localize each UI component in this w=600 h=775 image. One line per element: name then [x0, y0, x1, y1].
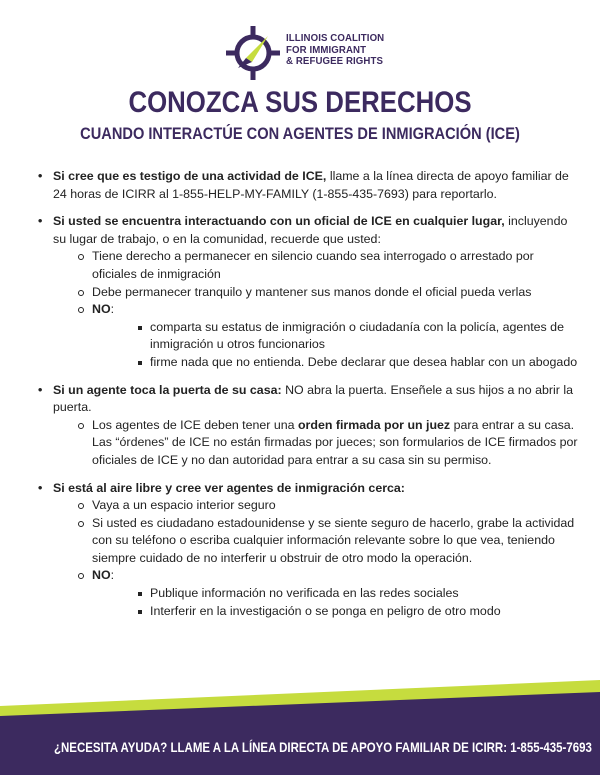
footer-band [0, 680, 600, 775]
list-item: Si usted es ciudadano estadounidense y se siente seguro de hacerlo, grabe la actividad con su teléfono o escriba cualquier información relevante sobre lo que vea, teniendo siempre cuidado de no interferir u obstruir de otro modo la operación. [53, 515, 578, 568]
rights-list [38, 168, 578, 630]
list-item: Interferir en la investigación o se ponga en peligro de otro modo [92, 603, 578, 621]
section-lead: Si cree que es testigo de una actividad de ICE, [53, 169, 327, 183]
logo-line: & REFUGEE RIGHTS [286, 55, 384, 67]
list-item [38, 213, 578, 371]
list-item: firme nada que no entienda. Debe declarar que desea hablar con un abogado [92, 354, 578, 372]
item-bold-text: orden firmada por un juez [297, 417, 451, 432]
list-item: Publique información no verificada en las redes sociales [92, 585, 578, 603]
logo-line: ILLINOIS COALITION [286, 32, 385, 44]
list-item [38, 168, 578, 203]
list-item: comparta su estatus de inmigración o ciudadanía con la policía, agentes de inmigración u otros funcionarios [92, 319, 578, 354]
footer-hotline: ¿NECESITA AYUDA? LLAME A LA LÍNEA DIRECTA DE APOYO FAMILIAR DE ICIRR: 1-855-435-7693 [54, 739, 592, 755]
section-lead: Si está al aire libre y cree ver agentes de inmigración cerca: [53, 480, 405, 495]
logo-line: FOR IMMIGRANT [286, 43, 367, 56]
no-colon: : [110, 302, 115, 317]
logo-wordmark [286, 33, 415, 68]
section-text: NO abra la puerta. Enseñele a sus hijos a no abrir la puerta. [53, 382, 573, 415]
header [0, 24, 600, 84]
list-item: Tiene derecho a permanecer en silencio cuando sea interrogado o arrestado por oficiales de inmigración [53, 248, 578, 283]
page-subtitle: CUANDO INTERACTÚE CON AGENTES DE INMIGRACIÓN (ICE) [80, 124, 520, 143]
page-title: CONOZCA SUS DERECHOS [128, 86, 472, 119]
compass-icon [224, 24, 282, 82]
list-item [38, 382, 578, 470]
no-colon: : [110, 568, 115, 583]
no-label: NO [92, 568, 111, 583]
section-text: llame a la línea directa de apoyo familiar de 24 horas de ICIRR al 1-855-HELP-MY-FAMILY (1-855-435-7693) para reportarlo. [53, 169, 569, 201]
list-item [38, 480, 578, 621]
list-item [53, 301, 578, 371]
section-text: incluyendo su lugar de trabajo, o en la comunidad, recuerde que usted: [53, 214, 568, 246]
list-item: Vaya a un espacio interior seguro [53, 497, 578, 515]
item-text: Los agentes de ICE deben tener una [92, 417, 298, 432]
item-text: para entrar a su casa. Las “órdenes” de ICE no están firmadas por jueces; son formularios de ICE firmados por oficiales de ICE y no dan autoridad para entrar a su casa sin su permiso. [92, 417, 578, 467]
list-item: Debe permanecer tranquilo y mantener sus manos donde el oficial pueda verlas [53, 284, 578, 302]
section-lead: Si un agente toca la puerta de su casa: [53, 382, 282, 397]
section-lead: Si usted se encuentra interactuando con un oficial de ICE en cualquier lugar, [53, 214, 505, 229]
no-label: NO [92, 302, 111, 317]
list-item [53, 567, 578, 620]
list-item [53, 417, 578, 470]
